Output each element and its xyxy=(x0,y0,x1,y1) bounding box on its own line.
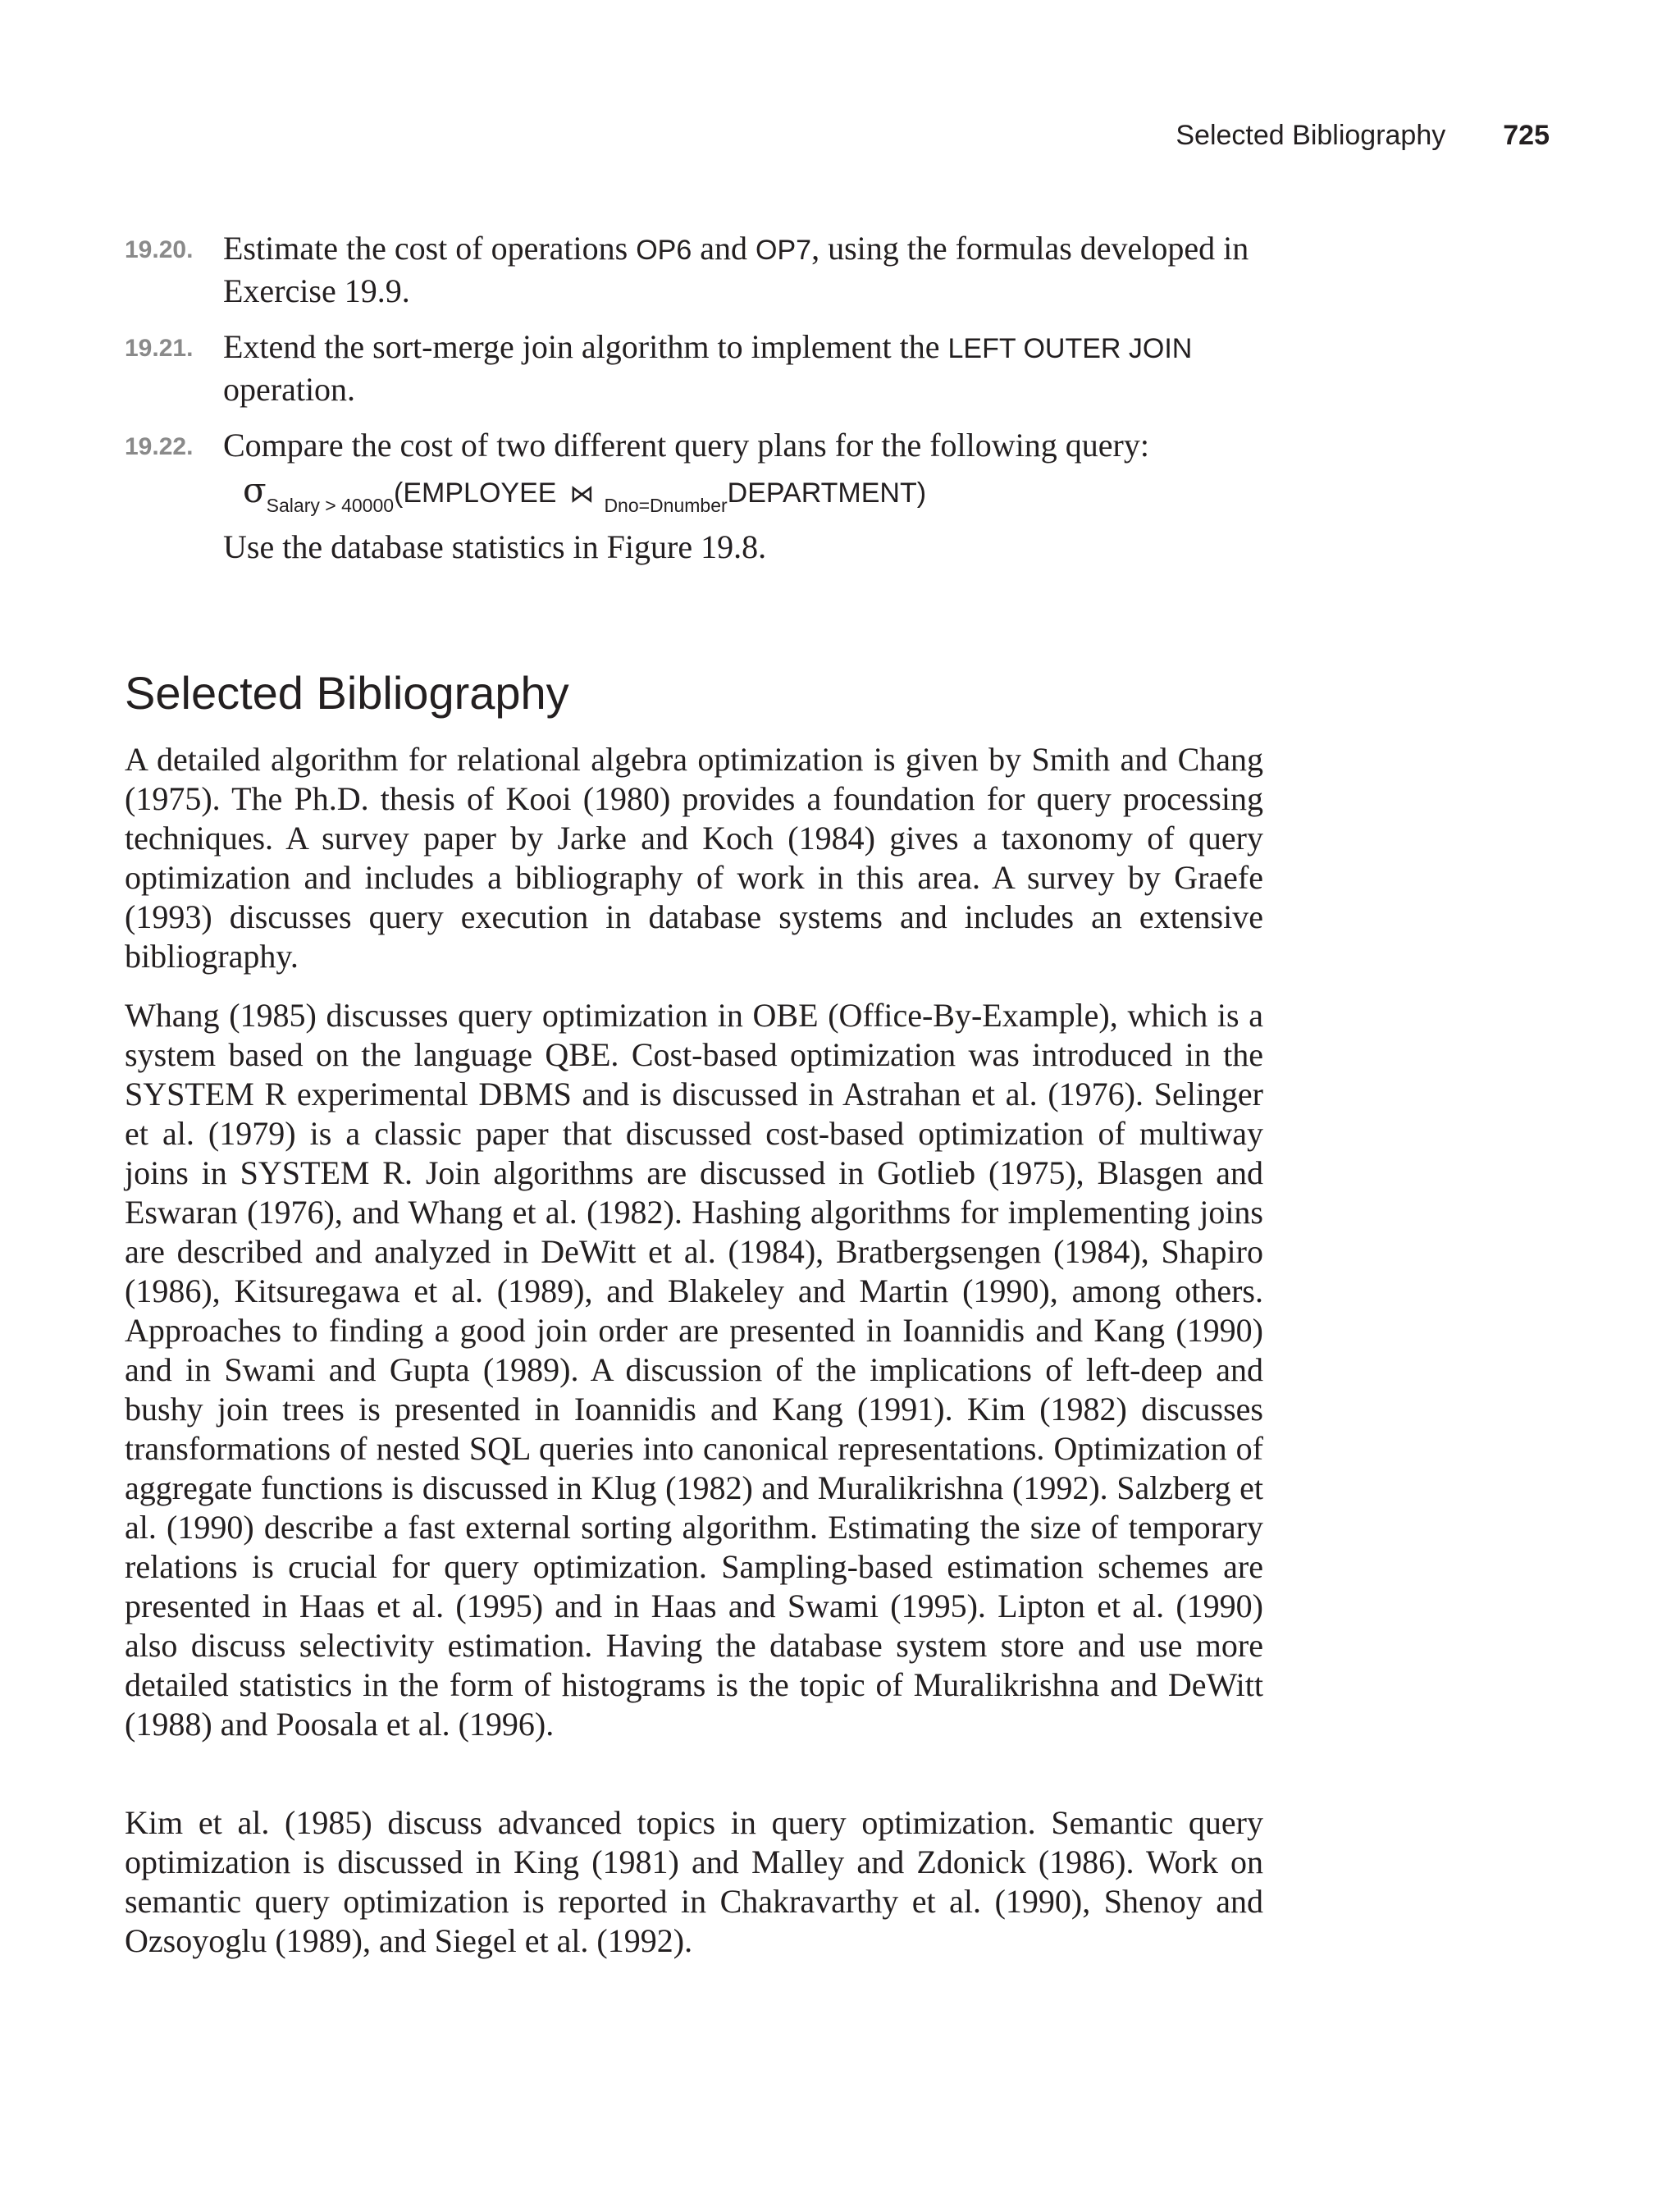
sigma-symbol: σ xyxy=(243,470,267,510)
exercise-note: Use the database statistics in Figure 19.8. xyxy=(223,528,767,565)
formula-open: (EMPLOYEE xyxy=(394,477,557,509)
paragraph: A detailed algorithm for relational algebra optimization is given by Smith and Chang (1975). The Ph.D. thesis of Kooi (1980) provides a foundation for query processing techniques. A survey paper by Jarke and Koch (1984) gives a taxonomy of query optimization and includes a bibliography of work in this area. A survey by Graefe (1993) discusses query execution in database systems and includes an extensive bibliography. xyxy=(125,741,1263,975)
section-title: Selected Bibliography xyxy=(125,667,569,719)
exercise-text: Estimate the cost of operations OP6 and OP7, using the formulas developed in Exercise 19.9. xyxy=(223,230,1249,309)
keyword-left-outer-join: LEFT OUTER JOIN xyxy=(947,333,1193,364)
query-formula xyxy=(243,470,927,516)
join-symbol: ⋈ xyxy=(569,481,595,508)
selection-condition: Salary > 40000 xyxy=(266,495,395,516)
exercise-19-20 xyxy=(125,228,1273,311)
running-head xyxy=(1066,120,1550,152)
exercise-text: Compare the cost of two different query plans for the following query: xyxy=(223,427,1149,464)
exercise-text: Extend the sort-merge join algorithm to implement the LEFT OUTER JOIN operation. xyxy=(223,328,1193,408)
exercise-19-22 xyxy=(125,425,1273,465)
operation-op7: OP7 xyxy=(756,235,812,266)
exercise-19-21 xyxy=(125,327,1273,409)
exercise-number: 19.22. xyxy=(125,433,194,460)
exercise-number: 19.20. xyxy=(125,236,194,263)
operation-op6: OP6 xyxy=(636,235,692,266)
page-number: 725 xyxy=(1503,120,1550,151)
exercise-number: 19.21. xyxy=(125,335,194,362)
paragraph: Kim et al. (1985) discuss advanced topics in query optimization. Semantic query optimization is discussed in King (1981) and Malley and Zdonick (1986). Work on semantic query optimization is reported in Chakravarthy et al. (1990), Shenoy and Ozsoyoglu (1989), and Siegel et al. (1992). xyxy=(125,1804,1263,1959)
paragraph: Whang (1985) discusses query optimization in OBE (Office-By-Example), which is a system based on the language QBE. Cost-based optimization was introduced in the SYSTEM R experimental DBMS and is discussed in Astrahan et al. (1976). Selinger et al. (1979) is a classic paper that discussed cost-based optimization of multiway joins in SYSTEM R. Join algorithms are discussed in Gotlieb (1975), Blasgen and Eswaran (1976), and Whang et al. (1982). Hashing algorithms for implementing joins are described and analyzed in DeWitt et al. (1984), Bratbergsengen (1984), Shapiro (1986), Kitsuregawa et al. (1989), and Blakeley and Martin (1990), among others. Approaches to finding a good join order are presented in Ioannidis and Kang (1990) and in Swami and Gupta (1989). A discussion of the implications of left-deep and bushy join trees is presented in Ioannidis and Kang (1991). Kim (1982) discusses transformations of nested SQL queries into canonical representations. Optimization of aggregate functions is discussed in Klug (1982) and Muralikrishna (1992). Salzberg et al. (1990) describe a fast external sorting algorithm. Estimating the size of temporary relations is crucial for query optimization. Sampling-based estimation schemes are presented in Haas et al. (1995) and in Haas and Swami (1995). Lipton et al. (1990) also discuss selectivity estimation. Having the database system store and use more detailed statistics in the form of histograms is the topic of Muralikrishna and DeWitt (1988) and Poosala et al. (1996). xyxy=(125,997,1263,1743)
running-head-title: Selected Bibliography xyxy=(1176,120,1446,151)
formula-close: DEPARTMENT) xyxy=(727,477,927,509)
join-condition: Dno=Dnumber xyxy=(604,495,728,516)
